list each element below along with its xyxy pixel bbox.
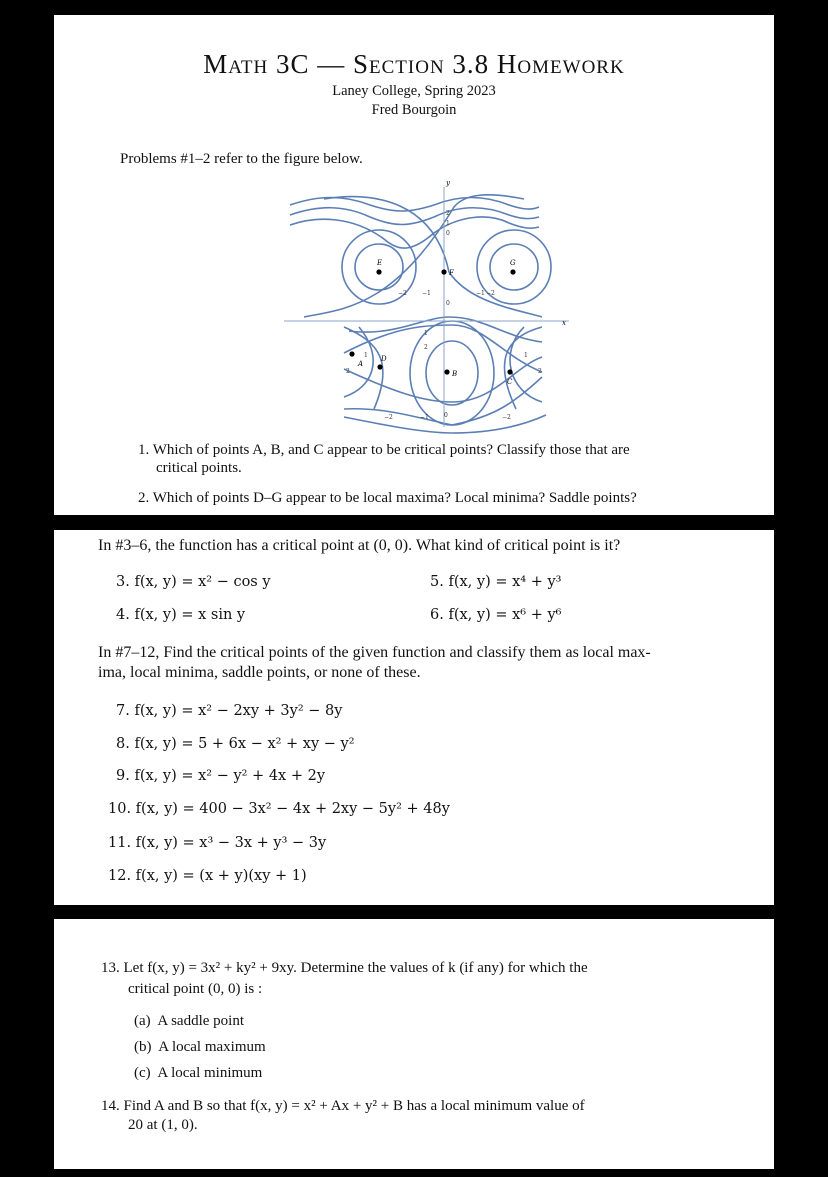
tick-label: 2	[424, 344, 428, 351]
problem-number: 4.	[116, 607, 130, 623]
section-intro-7-12-line1: In #7–12, Find the critical points of the given function and classify them as local max-	[98, 644, 651, 661]
problem-14	[101, 1098, 585, 1115]
problem-number: 14.	[101, 1098, 120, 1114]
problem-text: Let f(x, y) = 3x² + ky² + 9xy. Determine the values of k (if any) for which the	[123, 960, 588, 976]
part-c	[134, 1065, 262, 1082]
tick-label: 2	[538, 368, 542, 375]
part-label: (a)	[134, 1013, 151, 1029]
part-text: A local maximum	[158, 1039, 266, 1055]
problem-3	[116, 574, 271, 590]
point-label-B: B	[452, 370, 458, 378]
problem-expr: f(x, y) = x³ − 3x + y³ − 3y	[135, 835, 327, 851]
problem-number: 13.	[101, 960, 120, 976]
tick-label: 1	[524, 352, 528, 359]
tick-label: 1	[364, 352, 368, 359]
point-label-G: G	[510, 259, 516, 267]
points	[349, 269, 515, 374]
tick-label: −2	[502, 414, 511, 421]
point-A	[349, 351, 354, 356]
problem-number: 2.	[138, 490, 150, 506]
page-3	[54, 919, 774, 1169]
problem-number: 7.	[116, 703, 130, 719]
part-label: (b)	[134, 1039, 152, 1055]
problem-expr: f(x, y) = 5 + 6x − x² + xy − y²	[134, 736, 355, 752]
problem-expr: f(x, y) = x⁴ + y³	[448, 574, 562, 590]
page-2	[54, 530, 774, 905]
problem-text: Which of points A, B, and C appear to be critical points? Classify those that are	[152, 442, 630, 458]
problem-5	[430, 574, 561, 590]
point-F	[441, 269, 446, 274]
point-B	[444, 369, 449, 374]
point-C	[507, 369, 512, 374]
problem-2	[138, 490, 637, 507]
tick-label: 0	[446, 230, 450, 237]
tick-label: 2	[346, 368, 350, 375]
point-label-A: A	[358, 360, 364, 368]
problem-expr: f(x, y) = x⁶ + y⁶	[448, 607, 562, 623]
problem-expr: f(x, y) = x² − 2xy + 3y² − 8y	[134, 703, 343, 719]
problem-number: 8.	[116, 736, 130, 752]
point-label-F: F	[449, 269, 454, 277]
point-label-C: C	[507, 378, 513, 386]
contour-lines	[290, 195, 551, 433]
part-a	[134, 1013, 244, 1030]
problem-8	[116, 736, 355, 752]
tick-label: −1	[420, 414, 429, 421]
page-1	[54, 15, 774, 515]
problem-expr: f(x, y) = (x + y)(xy + 1)	[135, 868, 307, 884]
problem-number: 11.	[108, 835, 132, 851]
tick-label: 0	[444, 412, 448, 419]
problem-number: 10.	[108, 801, 132, 817]
problem-number: 9.	[116, 768, 130, 784]
problem-1-cont: critical points.	[156, 460, 242, 476]
section-intro-7-12-line2: ima, local minima, saddle points, or none of these.	[98, 664, 421, 681]
problem-expr: f(x, y) = 400 − 3x² − 4x + 2xy − 5y² + 48y	[135, 801, 450, 817]
problem-number: 5.	[430, 574, 444, 590]
author: Fred Bourgoin	[371, 102, 457, 118]
part-text: A local minimum	[157, 1065, 263, 1081]
problem-expr: f(x, y) = x² − y² + 4x + 2y	[134, 768, 326, 784]
problem-number: 12.	[108, 868, 132, 884]
tick-label: −2	[486, 290, 495, 297]
point-D	[377, 364, 382, 369]
tick-label: 1	[446, 220, 450, 227]
part-text: A saddle point	[157, 1013, 245, 1029]
point-E	[376, 269, 381, 274]
section-intro-3-6: In #3–6, the function has a critical point at (0, 0). What kind of critical point is it?	[98, 537, 621, 554]
part-label: (c)	[134, 1065, 151, 1081]
problem-9	[116, 768, 325, 784]
institution: Laney College, Spring 2023	[332, 83, 496, 99]
x-axis-label: x	[562, 319, 566, 327]
problem-number: 6.	[430, 607, 444, 623]
part-b	[134, 1039, 266, 1056]
figure-intro: Problems #1–2 refer to the figure below.	[120, 151, 363, 167]
point-label-E: E	[377, 259, 383, 267]
point-label-D: D	[381, 355, 387, 363]
problem-1	[138, 442, 630, 459]
problem-expr: f(x, y) = x² − cos y	[134, 574, 271, 590]
problem-10	[108, 801, 450, 817]
tick-label: −2	[398, 290, 407, 297]
problem-13-cont: critical point (0, 0) is :	[128, 981, 263, 997]
problem-expr: f(x, y) = x sin y	[134, 607, 246, 623]
tick-label: 1	[424, 330, 428, 337]
point-G	[510, 269, 515, 274]
tick-label: −1	[422, 290, 431, 297]
problem-number: 1.	[138, 442, 150, 458]
problem-7	[116, 703, 342, 719]
problem-14-cont: 20 at (1, 0).	[128, 1117, 198, 1133]
problem-11	[108, 835, 326, 851]
y-axis-label: y	[446, 179, 450, 187]
tick-label: 2	[446, 210, 450, 217]
tick-label: −1	[476, 290, 485, 297]
problem-text: Which of points D–G appear to be local maxima? Local minima? Saddle points?	[152, 490, 637, 506]
tick-label: 0	[446, 300, 450, 307]
problem-6	[430, 607, 561, 623]
problem-12	[108, 868, 307, 884]
problem-4	[116, 607, 245, 623]
problem-number: 3.	[116, 574, 130, 590]
tick-label: −2	[384, 414, 393, 421]
problem-13	[101, 960, 588, 977]
problem-text: Find A and B so that f(x, y) = x² + Ax + y² + B has a local minimum value of	[123, 1098, 585, 1114]
contour-figure	[284, 177, 574, 421]
page-title: Math 3C — Section 3.8 Homework	[203, 49, 625, 79]
